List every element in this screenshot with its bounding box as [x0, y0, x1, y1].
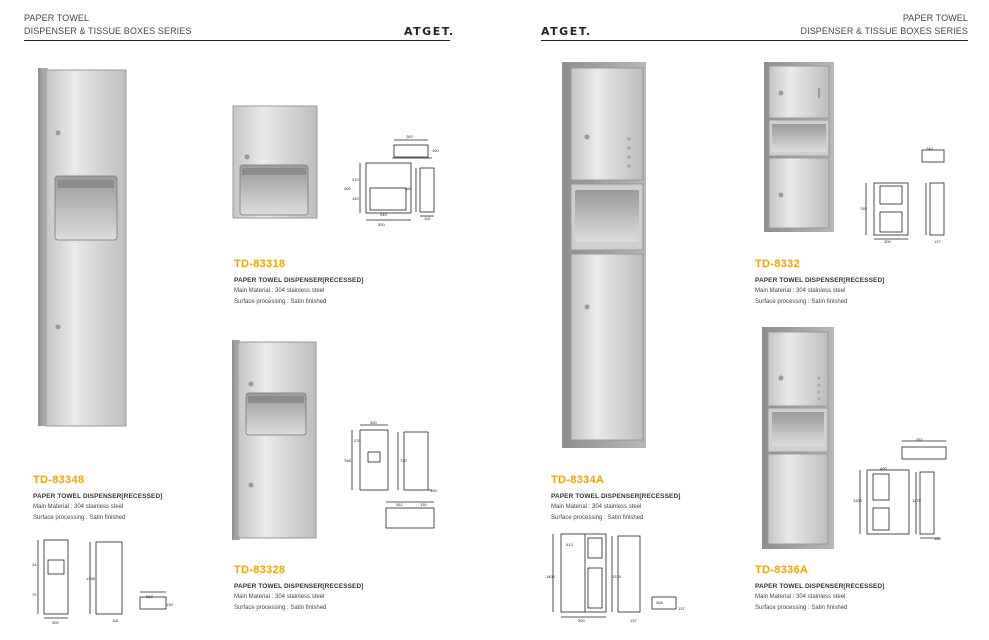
- svg-text:300: 300: [370, 420, 377, 425]
- svg-text:137: 137: [934, 239, 941, 244]
- svg-text:490: 490: [880, 466, 887, 471]
- product-name: PAPER TOWEL DISPENSER[RECESSED]: [755, 583, 885, 590]
- svg-text:1398: 1398: [86, 576, 95, 581]
- svg-text:137: 137: [630, 618, 637, 623]
- svg-text:300: 300: [578, 618, 585, 623]
- product-code: TD-8336A: [755, 564, 809, 576]
- product-name: PAPER TOWEL DISPENSER[RECESSED]: [33, 493, 163, 500]
- right-logo: ATGET.: [541, 25, 592, 38]
- svg-text:262: 262: [146, 594, 153, 599]
- left-logo: ATGET.: [404, 25, 455, 38]
- svg-text:160: 160: [934, 536, 941, 541]
- product-td-83328: [234, 564, 364, 614]
- product-material: Main Material : 304 stainless steel: [551, 504, 642, 510]
- svg-text:262: 262: [406, 134, 413, 139]
- svg-text:730: 730: [400, 458, 407, 463]
- product-surface: Surface processing : Satin finished: [234, 605, 327, 611]
- product-td-8336a: [755, 564, 885, 614]
- product-code: TD-8334A: [551, 474, 605, 486]
- product-code: TD-83328: [234, 564, 286, 576]
- svg-text:270: 270: [354, 438, 361, 443]
- svg-text:150: 150: [430, 488, 437, 493]
- svg-text:130: 130: [420, 502, 427, 507]
- svg-text:110: 110: [424, 216, 431, 221]
- product-material: Main Material : 304 stainless steel: [755, 594, 846, 600]
- product-code: TD-83318: [234, 258, 286, 270]
- product-surface: Surface processing : Satin finished: [551, 515, 644, 521]
- product-td-8332: [755, 258, 885, 308]
- drawing-dimension-labels: [32, 134, 941, 625]
- svg-text:1300: 1300: [853, 498, 862, 503]
- product-name: PAPER TOWEL DISPENSER[RECESSED]: [551, 493, 681, 500]
- svg-text:210: 210: [352, 177, 359, 182]
- product-name: PAPER TOWEL DISPENSER[RECESSED]: [234, 277, 364, 284]
- drawing-td-8332: [866, 150, 944, 239]
- product-name: PAPER TOWEL DISPENSER[RECESSED]: [234, 583, 364, 590]
- product-surface: Surface processing : Satin finished: [234, 299, 327, 305]
- product-name: PAPER TOWEL DISPENSER[RECESSED]: [755, 277, 885, 284]
- svg-text:300: 300: [884, 239, 891, 244]
- drawing-td-83318: [360, 140, 434, 220]
- drawing-td-83328: [352, 425, 434, 528]
- product-td-83348: [33, 474, 163, 524]
- svg-text:1370: 1370: [612, 574, 621, 579]
- product-material: Main Material : 304 stainless steel: [33, 504, 124, 510]
- svg-text:24: 24: [32, 562, 37, 567]
- svg-text:100: 100: [432, 148, 439, 153]
- right-header-line2: DISPENSER & TISSUE BOXES SERIES: [800, 26, 968, 36]
- product-surface: Surface processing : Satin finished: [755, 299, 848, 305]
- left-header-line1: PAPER TOWEL: [24, 13, 90, 23]
- svg-text:240: 240: [926, 146, 933, 151]
- svg-text:768: 768: [344, 458, 351, 463]
- product-material: Main Material : 304 stainless steel: [234, 288, 325, 294]
- drawing-td-83348: [38, 540, 166, 618]
- svg-text:130: 130: [166, 602, 173, 607]
- svg-text:140: 140: [352, 196, 359, 201]
- svg-text:360: 360: [405, 186, 412, 191]
- svg-text:262: 262: [396, 502, 403, 507]
- svg-text:1270: 1270: [912, 498, 921, 503]
- product-td-8334a: [551, 474, 681, 524]
- svg-text:1400: 1400: [546, 574, 555, 579]
- svg-text:268: 268: [656, 600, 663, 605]
- svg-text:240: 240: [380, 212, 387, 217]
- left-header-line2: DISPENSER & TISSUE BOXES SERIES: [24, 26, 192, 36]
- product-material: Main Material : 304 stainless steel: [234, 594, 325, 600]
- svg-text:413: 413: [566, 542, 573, 547]
- product-surface: Surface processing : Satin finished: [33, 515, 126, 521]
- svg-text:300: 300: [378, 222, 385, 227]
- product-td-83318: [234, 258, 364, 308]
- product-surface: Surface processing : Satin finished: [755, 605, 848, 611]
- svg-text:137: 137: [678, 606, 685, 611]
- drawing-td-8336a: [860, 441, 946, 538]
- product-code: TD-8332: [755, 258, 800, 270]
- svg-text:400: 400: [344, 186, 351, 191]
- svg-text:116: 116: [112, 618, 119, 623]
- svg-text:765: 765: [860, 206, 867, 211]
- right-header-line1: PAPER TOWEL: [902, 13, 968, 23]
- svg-text:70: 70: [32, 592, 37, 597]
- svg-text:300: 300: [52, 620, 59, 625]
- product-material: Main Material : 304 stainless steel: [755, 288, 846, 294]
- product-code: TD-83348: [33, 474, 85, 486]
- svg-text:262: 262: [916, 437, 923, 442]
